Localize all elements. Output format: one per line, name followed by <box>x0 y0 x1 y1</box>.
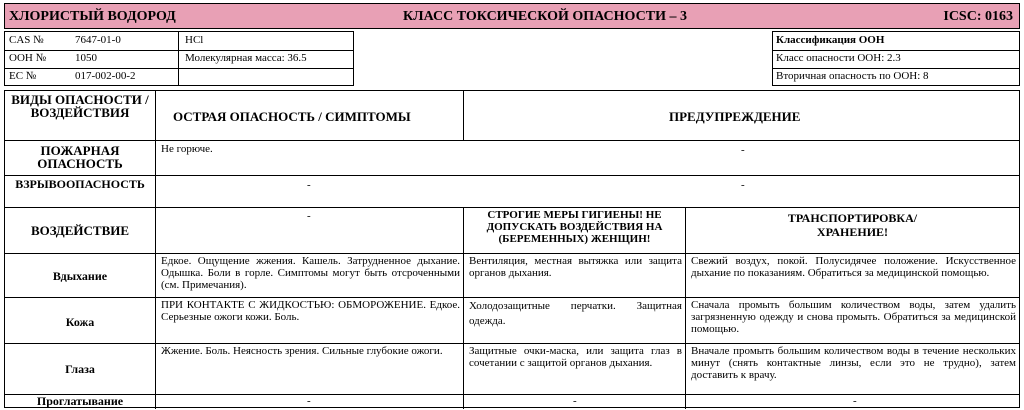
formula: HCl <box>185 34 204 46</box>
row-label-inhalation: Вдыхание <box>52 269 108 283</box>
fire-acute: Не горюче. <box>161 143 213 155</box>
ec-row <box>5 68 353 86</box>
un-title: Классификация ООН <box>776 34 885 46</box>
row-label-exposure: ВОЗДЕЙСТВИЕ <box>30 223 130 238</box>
inhalation-first-aid: Свежий воздух, покой. Полусидячее положение. Искусственное дыхание по показаниям. Обратиться за медицинской помощью. <box>691 255 1016 279</box>
hazard-table <box>4 90 1020 408</box>
exposure-acute: - <box>307 210 311 222</box>
col-acute-hazards: ОСТРАЯ ОПАСНОСТЬ / СИМПТОМЫ <box>173 109 411 124</box>
fire-prevention: - <box>741 144 745 156</box>
ingestion-prevention: - <box>573 395 577 407</box>
eyes-first-aid: Вначале промыть большим количеством воды в течение нескольких минут (снять контактные линзы, если это не трудно), затем доставить к врачу. <box>691 345 1016 381</box>
ec-value: 017-002-00-2 <box>75 70 136 82</box>
col-hazard-types: ВИДЫ ОПАСНОСТИ / ВОЗДЕЙСТВИЯ <box>11 92 149 120</box>
card-header <box>4 3 1020 29</box>
row-label-explosion: ВЗРЫВООПАСНОСТЬ <box>15 177 145 191</box>
row-label-ingestion: Проглатывание <box>36 394 124 408</box>
col-prevention: ПРЕДУПРЕЖДЕНИЕ <box>669 109 801 124</box>
transport-storage: ТРАНСПОРТИРОВКА/ ХРАНЕНИЕ! <box>787 211 918 239</box>
inhalation-acute: Едкое. Ощущение жжения. Кашель. Затрудненное дыхание. Одышка. Боли в горле. Симптомы могут быть отсроченными (см. Примечания). <box>161 255 460 291</box>
ec-label: EC № <box>9 70 37 82</box>
cas-value: 7647-01-0 <box>75 34 121 46</box>
ingestion-first-aid: - <box>853 395 857 407</box>
oon-label: ООН № <box>9 52 47 64</box>
ingestion-acute: - <box>307 395 311 407</box>
identifiers-box <box>4 31 354 86</box>
oon-row <box>5 50 353 69</box>
skin-acute: ПРИ КОНТАКТЕ С ЖИДКОСТЬЮ: ОБМОРОЖЕНИЕ. Едкое. Серьезные ожоги кожи. Боль. <box>161 299 460 323</box>
cas-label: CAS № <box>9 34 44 46</box>
eyes-acute: Жжение. Боль. Неясность зрения. Сильные глубокие ожоги. <box>161 345 443 357</box>
row-label-fire: ПОЖАРНАЯ ОПАСНОСТЬ <box>37 143 123 171</box>
oon-value: 1050 <box>75 52 97 64</box>
eyes-prevention: Защитные очки-маска, или защита глаз в сочетании с защитой органов дыхания. <box>469 345 682 369</box>
substance-name: ХЛОРИСТЫЙ ВОДОРОД <box>9 9 176 24</box>
icsc-number: ICSC: 0163 <box>943 9 1013 24</box>
skin-prevention: Холодозащитные перчатки. Защитная одежда. <box>469 300 682 327</box>
explosion-prevention: - <box>741 179 745 191</box>
un-classification-box <box>772 31 1020 86</box>
cas-row <box>5 32 353 51</box>
hygiene-warning: СТРОГИЕ МЕРЫ ГИГИЕНЫ! НЕ ДОПУСКАТЬ ВОЗДЕЙСТВИЯ НА (БЕРЕМЕННЫХ) ЖЕНЩИН! <box>486 209 663 245</box>
row-label-eyes: Глаза <box>65 362 95 376</box>
inhalation-prevention: Вентиляция, местная вытяжка или защита органов дыхания. <box>469 255 682 279</box>
row-label-skin: Кожа <box>65 315 95 329</box>
toxicity-class: КЛАСС ТОКСИЧЕСКОЙ ОПАСНОСТИ – 3 <box>403 9 687 24</box>
un-class: Класс опасности ООН: 2.3 <box>776 52 901 64</box>
un-secondary: Вторичная опасность по ООН: 8 <box>776 70 929 82</box>
molecular-mass: Молекулярная масса: 36.5 <box>185 52 307 64</box>
explosion-acute: - <box>307 179 311 191</box>
skin-first-aid: Сначала промыть большим количеством воды, затем удалить загрязненную одежду и снова промыть. Обратиться за медицинской помощью. <box>691 299 1016 335</box>
